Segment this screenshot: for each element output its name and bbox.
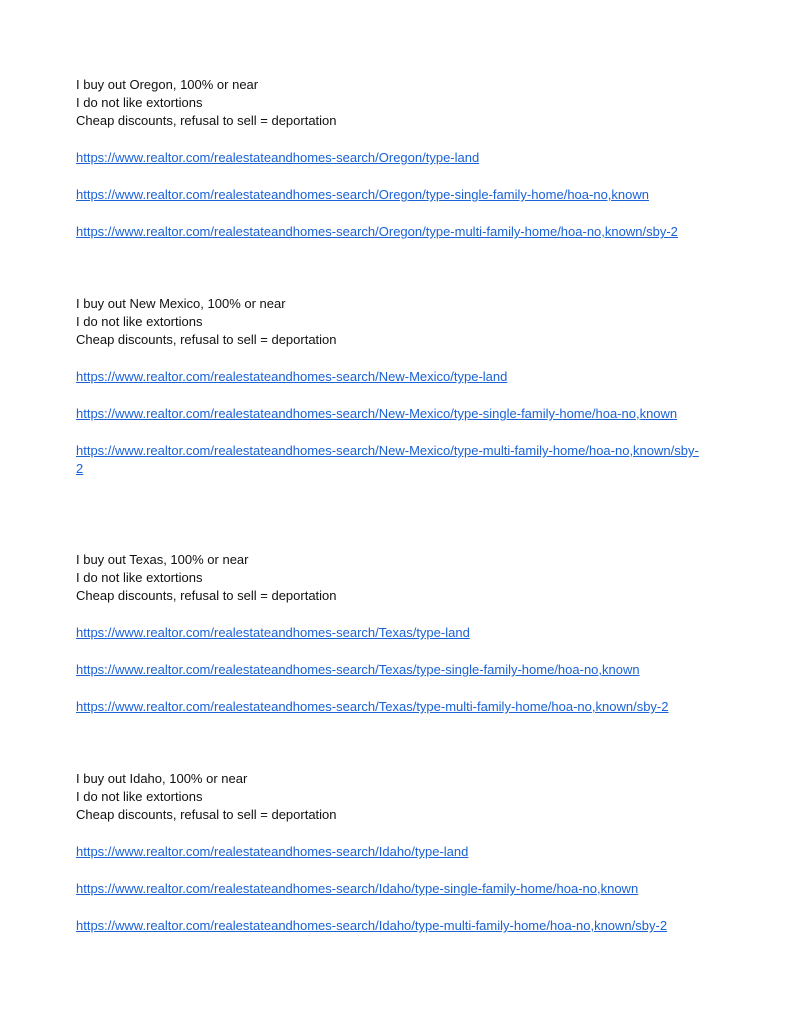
section-text: Cheap discounts, refusal to sell = deportation bbox=[76, 807, 337, 822]
link-list bbox=[76, 624, 716, 716]
link-list bbox=[76, 843, 716, 935]
section-oregon bbox=[76, 76, 716, 241]
link-single-family[interactable]: https://www.realtor.com/realestateandhomes-search/New-Mexico/type-single-family-home/hoa-no,known bbox=[76, 406, 678, 421]
link-single-family[interactable]: https://www.realtor.com/realestateandhomes-search/Oregon/type-single-family-home/hoa-no,known bbox=[76, 187, 649, 202]
section-text: I do not like extortions bbox=[76, 789, 203, 804]
section-heading: I buy out New Mexico, 100% or near bbox=[76, 296, 286, 311]
section-text: Cheap discounts, refusal to sell = deportation bbox=[76, 332, 337, 347]
section-text: Cheap discounts, refusal to sell = deportation bbox=[76, 588, 337, 603]
link-multi-family[interactable]: https://www.realtor.com/realestateandhomes-search/Idaho/type-multi-family-home/hoa-no,known/sby-2 bbox=[76, 918, 668, 933]
section-new-mexico bbox=[76, 295, 716, 478]
section-idaho bbox=[76, 770, 716, 935]
link-land[interactable]: https://www.realtor.com/realestateandhomes-search/New-Mexico/type-land bbox=[76, 369, 508, 384]
section-heading: I buy out Idaho, 100% or near bbox=[76, 771, 248, 786]
section-text: I do not like extortions bbox=[76, 570, 203, 585]
link-multi-family[interactable]: https://www.realtor.com/realestateandhomes-search/New-Mexico/type-multi-family-home/hoa-no,known/sby-2 bbox=[76, 443, 699, 476]
link-land[interactable]: https://www.realtor.com/realestateandhomes-search/Idaho/type-land bbox=[76, 844, 469, 859]
link-single-family[interactable]: https://www.realtor.com/realestateandhomes-search/Texas/type-single-family-home/hoa-no,known bbox=[76, 662, 640, 677]
section-heading: I buy out Texas, 100% or near bbox=[76, 552, 249, 567]
link-multi-family[interactable]: https://www.realtor.com/realestateandhomes-search/Texas/type-multi-family-home/hoa-no,known/sby-2 bbox=[76, 699, 669, 714]
link-list bbox=[76, 149, 716, 241]
section-heading: I buy out Oregon, 100% or near bbox=[76, 77, 259, 92]
section-text: Cheap discounts, refusal to sell = deportation bbox=[76, 113, 337, 128]
section-text: I do not like extortions bbox=[76, 314, 203, 329]
link-list bbox=[76, 368, 716, 478]
link-land[interactable]: https://www.realtor.com/realestateandhomes-search/Texas/type-land bbox=[76, 625, 470, 640]
section-text: I do not like extortions bbox=[76, 95, 203, 110]
link-single-family[interactable]: https://www.realtor.com/realestateandhomes-search/Idaho/type-single-family-home/hoa-no,known bbox=[76, 881, 639, 896]
link-land[interactable]: https://www.realtor.com/realestateandhomes-search/Oregon/type-land bbox=[76, 150, 480, 165]
link-multi-family[interactable]: https://www.realtor.com/realestateandhomes-search/Oregon/type-multi-family-home/hoa-no,known/sby-2 bbox=[76, 224, 678, 239]
section-texas bbox=[76, 551, 716, 716]
